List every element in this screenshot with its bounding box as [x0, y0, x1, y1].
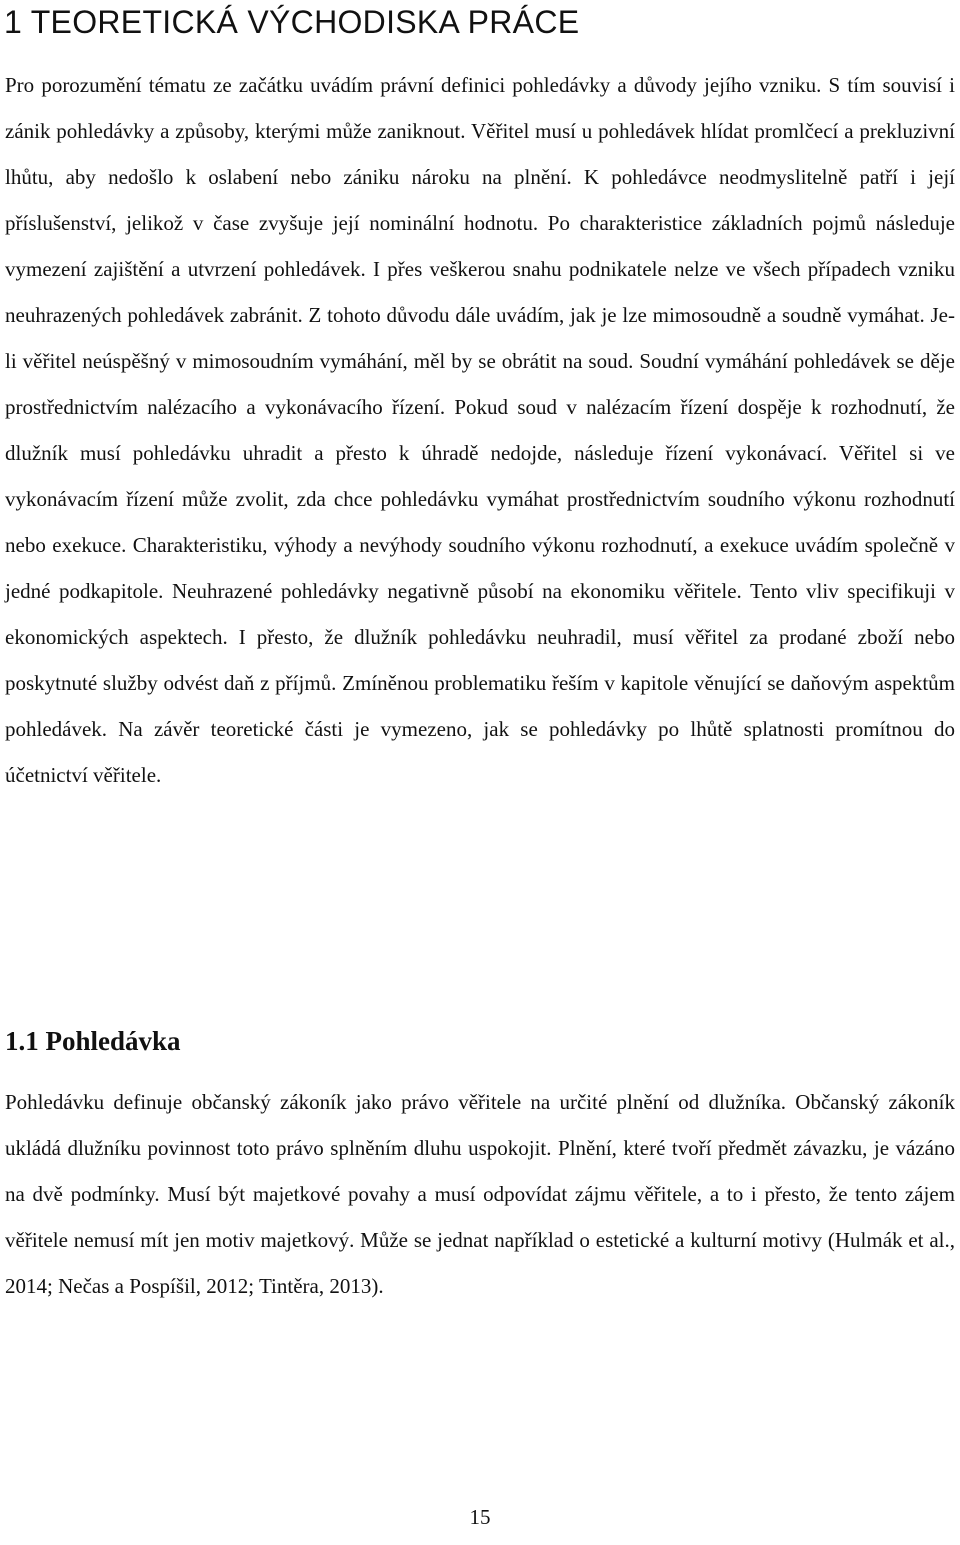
page-number: 15 [469, 1505, 491, 1529]
section-title: 1.1 Pohledávka [5, 1026, 181, 1056]
section-paragraph: Pohledávku definuje občanský zákoník jako právo věřitele na určité plnění od dlužníka. Občanský zákoník ukládá dlužníku povinnost toto právo splněním dluhu uspokojit. Plnění, které tvoří předmět závazku, je vázáno na dvě podmínky. Musí být majetkové povahy a musí odpovídat zájmu věřitele, a to i přesto, že tento zájem věřitele nemusí mít jen motiv majetkový. Může se jednat například o estetické a kulturní motivy (Hulmák et al., 2014; Nečas a Pospíšil, 2012; Tintěra, 2013). [5, 1090, 955, 1298]
chapter-title: 1 TEORETICKÁ VÝCHODISKA PRÁCE [4, 4, 580, 40]
intro-paragraph: Pro porozumění tématu ze začátku uvádím právní definici pohledávky a důvody jejího vzniku. S tím souvisí i zánik pohledávky a způsoby, kterými může zaniknout. Věřitel musí u pohledávek hlídat promlčecí a prekluzivní lhůtu, aby nedošlo k oslabení nebo zániku nároku na plnění. K pohledávce neodmyslitelně patří i její příslušenství, jelikož v čase zvyšuje její nominální hodnotu. Po charakteristice základních pojmů následuje vymezení zajištění a utvrzení pohledávek. I přes veškerou snahu podnikatele nelze ve všech případech vzniku neuhrazených pohledávek zabránit. Z tohoto důvodu dále uvádím, jak je lze mimosoudně a soudně vymáhat. Je-li věřitel neúspěšný v mimosoudním vymáhání, měl by se obrátit na soud. Soudní vymáhání pohledávek se děje prostřednictvím nalézacího a vykonávacího řízení. Pokud soud v nalézacím řízení dospěje k rozhodnutí, že dlužník musí pohledávku uhradit a přesto k úhradě nedojde, následuje řízení vykonávací. Věřitel si ve vykonávacím řízení může zvolit, zda chce pohledávku vymáhat prostřednictvím soudního výkonu rozhodnutí nebo exekuce. Charakteristiku, výhody a nevýhody soudního výkonu rozhodnutí, a exekuce uvádím společně v jedné podkapitole. Neuhrazené pohledávky negativně působí na ekonomiku věřitele. Tento vliv specifikuji v ekonomických aspektech. I přesto, že dlužník pohledávku neuhradil, musí věřitel za prodané zboží nebo poskytnuté služby odvést daň z příjmů. Zmíněnou problematiku řeším v kapitole věnující se daňovým aspektům pohledávek. Na závěr teoretické části je vymezeno, jak se pohledávky po lhůtě splatnosti promítnou do účetnictví věřitele. [5, 73, 955, 787]
